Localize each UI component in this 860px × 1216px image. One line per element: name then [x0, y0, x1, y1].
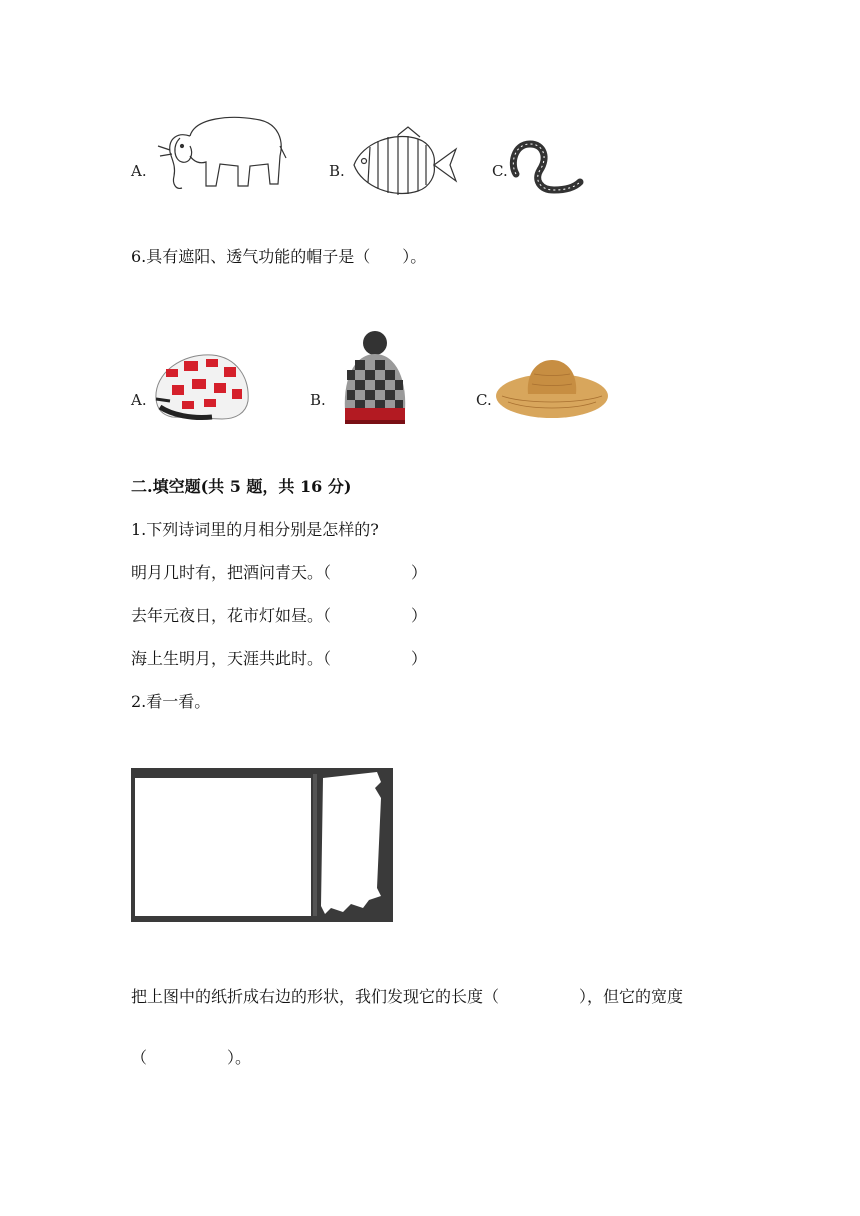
elephant-drawing [150, 106, 290, 194]
poem-line: 海上生明月，天涯共此时。（ ） [131, 649, 428, 668]
q6-option-b-label: B. [310, 391, 326, 409]
knit-hat-picture [329, 330, 421, 430]
poem-line: 去年元夜日，花市灯如昼。（ ） [131, 606, 428, 625]
q5-option-b-label: B. [329, 162, 345, 180]
section-2-heading: 二.填空题(共 5 题，共 16 分) [131, 477, 352, 496]
q6-option-a-label: A. [131, 391, 147, 409]
worm-drawing [506, 134, 586, 200]
fish-drawing [348, 125, 460, 201]
poem-line: 明月几时有，把酒问青天。（ ） [131, 563, 428, 582]
q6-option-c-label: C. [476, 391, 492, 409]
question-6-stem: 6.具有遮阳、透气功能的帽子是（ ）。 [131, 247, 427, 266]
straw-hat-picture [494, 356, 610, 422]
fill-question-2-stem: 2.看一看。 [131, 692, 211, 711]
fill-question-1-stem: 1.下列诗词里的月相分别是怎样的? [131, 520, 379, 539]
helmet-picture [152, 349, 252, 429]
fill-question-2-sentence: 把上图中的纸折成右边的形状，我们发现它的长度（ ），但它的宽度 [131, 987, 684, 1006]
q5-option-a-label: A. [131, 162, 147, 180]
folded-paper-figure [131, 768, 393, 922]
q5-option-c-label: C. [492, 162, 508, 180]
fill-question-2-sentence-end: （ ）。 [131, 1048, 252, 1067]
